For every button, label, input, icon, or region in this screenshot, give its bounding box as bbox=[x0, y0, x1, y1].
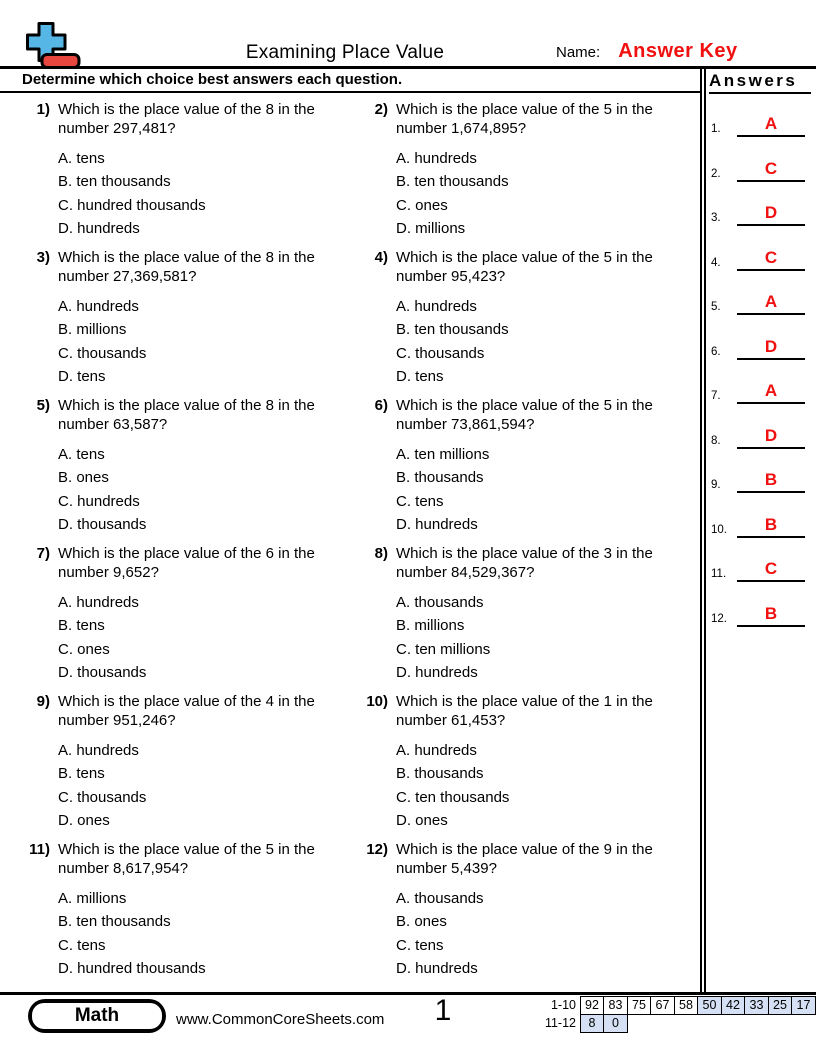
answer-row-4 bbox=[711, 247, 811, 271]
score-cell: 8 bbox=[580, 1014, 605, 1033]
website-text: www.CommonCoreSheets.com bbox=[176, 1011, 385, 1028]
option-a: A. thousands bbox=[396, 890, 484, 907]
option-d: D. hundreds bbox=[396, 663, 478, 681]
question-number: 1) bbox=[36, 101, 50, 118]
answer-value: B bbox=[737, 515, 805, 538]
score-cell: 33 bbox=[744, 996, 769, 1015]
question-text: Which is the place value of the 4 in the number 951,246? bbox=[58, 693, 315, 729]
option-b: B. ten thousands bbox=[396, 173, 509, 191]
option-d: D. hundreds bbox=[396, 515, 478, 533]
options bbox=[396, 739, 698, 832]
page-title: Examining Place Value bbox=[245, 42, 445, 63]
answer-number: 1. bbox=[711, 123, 721, 135]
answer-value: A bbox=[737, 292, 805, 315]
answers-separator bbox=[700, 69, 706, 992]
option-c: C. tens bbox=[396, 936, 444, 954]
option-a: A. hundreds bbox=[58, 298, 139, 315]
options bbox=[396, 887, 698, 980]
question-2 bbox=[360, 100, 698, 248]
question-number: 10) bbox=[366, 693, 388, 710]
score-row-1 bbox=[535, 996, 816, 1015]
option-a: A. hundreds bbox=[396, 298, 477, 315]
option-c: C. hundreds bbox=[58, 492, 140, 510]
option-b: B. tens bbox=[58, 617, 105, 635]
question-number: 11) bbox=[29, 841, 50, 858]
answer-number: 7. bbox=[711, 390, 721, 402]
options bbox=[58, 591, 360, 684]
option-b: B. ten thousands bbox=[396, 321, 509, 339]
answer-key-text: Answer Key bbox=[618, 40, 738, 62]
answer-number: 4. bbox=[711, 256, 721, 269]
question-text: Which is the place value of the 5 in the number 1,674,895? bbox=[396, 101, 653, 137]
option-b: B. thousands bbox=[396, 765, 484, 783]
option-d: D. millions bbox=[396, 219, 466, 237]
option-a: A. hundreds bbox=[58, 742, 139, 759]
option-d: D. tens bbox=[58, 367, 106, 385]
option-b: B. tens bbox=[58, 765, 105, 783]
options bbox=[396, 147, 698, 240]
option-d: D. thousands bbox=[58, 515, 147, 533]
subject-badge bbox=[28, 999, 166, 1033]
option-d: D. ones bbox=[396, 811, 448, 829]
answer-value: C bbox=[737, 159, 805, 182]
instruction-divider bbox=[0, 91, 702, 93]
question-5 bbox=[22, 396, 360, 544]
question-9 bbox=[22, 692, 360, 840]
score-cell: 58 bbox=[674, 996, 699, 1015]
option-d: D. hundreds bbox=[396, 959, 478, 977]
question-1 bbox=[22, 100, 360, 248]
answer-number: 5. bbox=[711, 301, 721, 313]
question-text: Which is the place value of the 5 in the number 95,423? bbox=[396, 249, 653, 285]
score-cell: 0 bbox=[603, 1014, 628, 1033]
question-text: Which is the place value of the 8 in the number 63,587? bbox=[58, 397, 315, 433]
option-a: A. hundreds bbox=[396, 742, 477, 759]
question-number: 6) bbox=[374, 397, 388, 414]
option-c: C. tens bbox=[58, 936, 106, 954]
question-text: Which is the place value of the 6 in the number 9,652? bbox=[58, 545, 315, 581]
instruction-text: Determine which choice best answers each question. bbox=[22, 71, 403, 88]
question-number: 8) bbox=[374, 545, 388, 562]
option-b: B. ones bbox=[396, 913, 447, 931]
option-c: C. hundred thousands bbox=[58, 196, 206, 214]
options bbox=[58, 887, 360, 980]
question-number: 12) bbox=[366, 841, 388, 858]
question-6 bbox=[360, 396, 698, 544]
option-b: B. ten thousands bbox=[58, 913, 171, 931]
answer-number: 8. bbox=[711, 434, 721, 447]
option-d: D. tens bbox=[396, 367, 444, 385]
score-cell: 42 bbox=[721, 996, 746, 1015]
option-d: D. hundreds bbox=[58, 219, 140, 237]
option-c: C. ten thousands bbox=[396, 788, 510, 806]
answer-row-2 bbox=[711, 158, 811, 182]
score-cell: 75 bbox=[627, 996, 652, 1015]
option-a: A. ten millions bbox=[396, 446, 490, 463]
answer-row-5 bbox=[711, 291, 811, 315]
option-b: B. ones bbox=[58, 469, 109, 487]
answer-value: A bbox=[737, 114, 805, 137]
question-12 bbox=[360, 840, 698, 988]
question-text: Which is the place value of the 1 in the number 61,453? bbox=[396, 693, 653, 729]
name-label: Name: bbox=[556, 44, 601, 61]
answer-value: D bbox=[737, 203, 805, 226]
option-d: D. thousands bbox=[58, 663, 147, 681]
question-number: 4) bbox=[374, 249, 388, 266]
question-number: 2) bbox=[374, 101, 388, 118]
questions-grid bbox=[22, 100, 698, 988]
score-row-label: 1-10 bbox=[550, 998, 576, 1012]
answer-row-10 bbox=[711, 514, 811, 538]
answer-value: B bbox=[737, 470, 805, 493]
option-d: D. hundred thousands bbox=[58, 959, 206, 977]
score-cell: 83 bbox=[603, 996, 628, 1015]
answer-row-8 bbox=[711, 425, 811, 449]
page-number: 1 bbox=[434, 994, 452, 1027]
answer-value: D bbox=[737, 426, 805, 449]
options bbox=[396, 295, 698, 388]
option-a: A. tens bbox=[58, 150, 105, 167]
footer-divider bbox=[0, 992, 816, 995]
answer-row-3 bbox=[711, 202, 811, 226]
options bbox=[58, 739, 360, 832]
option-b: B. millions bbox=[396, 617, 465, 635]
question-10 bbox=[360, 692, 698, 840]
answer-value: A bbox=[737, 381, 805, 404]
question-4 bbox=[360, 248, 698, 396]
question-text: Which is the place value of the 5 in the number 73,861,594? bbox=[396, 397, 653, 433]
subject-label: Math bbox=[32, 1003, 162, 1029]
answer-value: C bbox=[737, 248, 805, 271]
options bbox=[58, 295, 360, 388]
answer-row-12 bbox=[711, 603, 811, 627]
answer-number: 2. bbox=[711, 167, 721, 180]
option-b: B. millions bbox=[58, 321, 127, 339]
score-cell: 50 bbox=[697, 996, 722, 1015]
options bbox=[58, 443, 360, 536]
question-text: Which is the place value of the 8 in the number 297,481? bbox=[58, 101, 315, 137]
option-c: C. thousands bbox=[58, 788, 147, 806]
question-7 bbox=[22, 544, 360, 692]
answer-number: 10. bbox=[711, 523, 727, 536]
option-a: A. thousands bbox=[396, 594, 484, 611]
option-c: C. ones bbox=[58, 640, 110, 658]
answer-value: B bbox=[737, 604, 805, 627]
score-cell: 67 bbox=[650, 996, 675, 1015]
option-c: C. ten millions bbox=[396, 640, 491, 658]
score-table bbox=[535, 996, 816, 1033]
option-b: B. thousands bbox=[396, 469, 484, 487]
answer-row-9 bbox=[711, 469, 811, 493]
answer-row-7 bbox=[711, 380, 811, 404]
option-b: B. ten thousands bbox=[58, 173, 171, 191]
header-divider bbox=[0, 66, 816, 69]
answer-value: C bbox=[737, 559, 805, 582]
option-a: A. hundreds bbox=[58, 594, 139, 611]
name-row bbox=[556, 40, 738, 63]
option-a: A. millions bbox=[58, 890, 127, 907]
score-cell: 92 bbox=[580, 996, 605, 1015]
option-c: C. ones bbox=[396, 196, 448, 214]
question-number: 9) bbox=[36, 693, 50, 710]
answer-number: 12. bbox=[711, 612, 727, 625]
question-number: 7) bbox=[36, 545, 50, 562]
answers-heading: Answers bbox=[709, 71, 811, 94]
options bbox=[58, 147, 360, 240]
question-text: Which is the place value of the 5 in the number 8,617,954? bbox=[58, 841, 315, 877]
answers-column bbox=[709, 71, 811, 647]
question-3 bbox=[22, 248, 360, 396]
option-d: D. ones bbox=[58, 811, 110, 829]
options bbox=[396, 443, 698, 536]
question-number: 3) bbox=[36, 249, 50, 266]
option-c: C. tens bbox=[396, 492, 444, 510]
question-number: 5) bbox=[36, 397, 50, 414]
answer-number: 11. bbox=[711, 568, 727, 580]
answer-number: 3. bbox=[711, 212, 721, 224]
score-row-label: 11-12 bbox=[544, 1015, 576, 1030]
option-a: A. tens bbox=[58, 446, 105, 463]
answer-number: 6. bbox=[711, 345, 721, 358]
options bbox=[396, 591, 698, 684]
question-11 bbox=[22, 840, 360, 988]
answer-row-11 bbox=[711, 558, 811, 582]
answer-row-1 bbox=[711, 113, 811, 137]
score-row-2 bbox=[535, 1014, 816, 1033]
question-text: Which is the place value of the 9 in the number 5,439? bbox=[396, 841, 653, 877]
score-cell: 17 bbox=[791, 996, 816, 1015]
option-c: C. thousands bbox=[58, 344, 147, 362]
score-cell: 25 bbox=[768, 996, 793, 1015]
question-8 bbox=[360, 544, 698, 692]
option-a: A. hundreds bbox=[396, 150, 477, 167]
answer-row-6 bbox=[711, 336, 811, 360]
answer-number: 9. bbox=[711, 479, 721, 491]
answer-value: D bbox=[737, 337, 805, 360]
option-c: C. thousands bbox=[396, 344, 485, 362]
question-text: Which is the place value of the 8 in the number 27,369,581? bbox=[58, 249, 315, 285]
question-text: Which is the place value of the 3 in the number 84,529,367? bbox=[396, 545, 653, 581]
